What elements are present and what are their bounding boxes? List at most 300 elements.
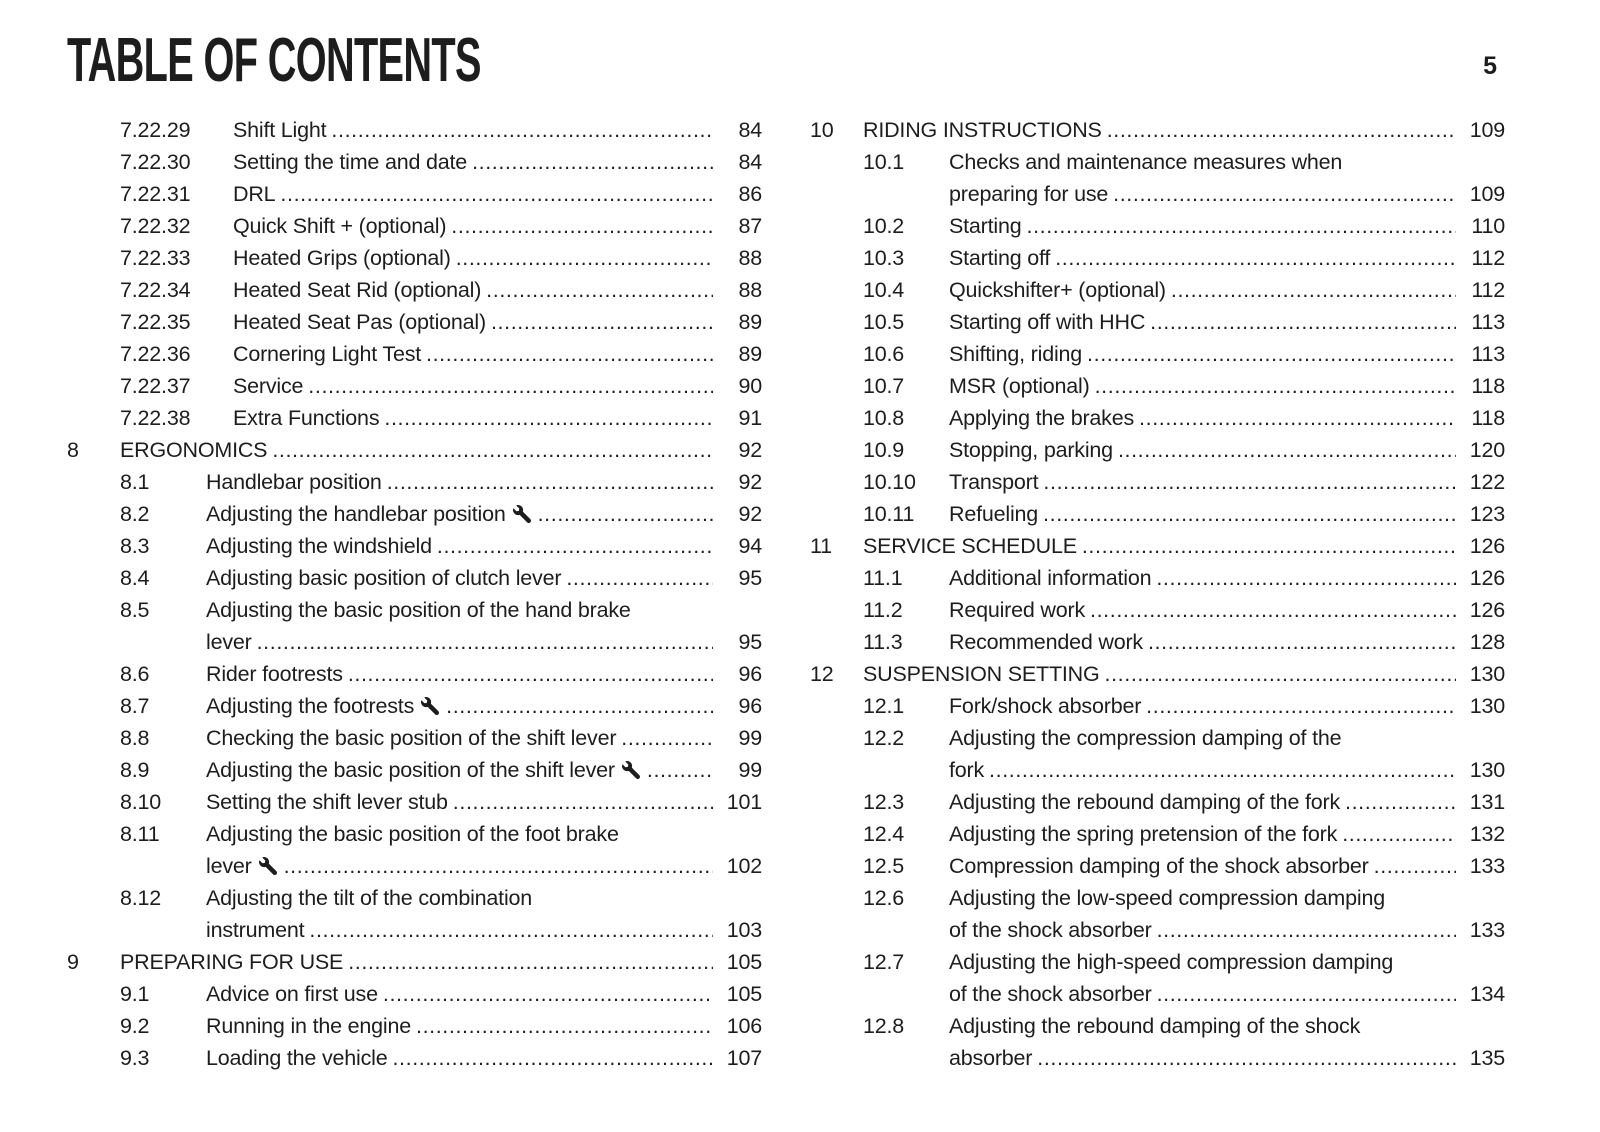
toc-entry-text: Refueling (949, 502, 1039, 526)
toc-entry-number: 12.3 (863, 790, 905, 814)
dot-leader (1118, 434, 1456, 466)
toc-entry-page: 110 (1471, 214, 1505, 238)
dot-leader (1146, 690, 1456, 722)
toc-entry-text: SERVICE SCHEDULE (863, 534, 1077, 558)
toc-entry-body (233, 146, 762, 178)
toc-entry-text: Advice on first use (206, 982, 378, 1006)
toc-entry-number: 8.1 (120, 470, 150, 494)
toc-entry-page: 135 (1469, 1046, 1505, 1070)
toc-entry-body (949, 274, 1505, 306)
toc-entry-page: 95 (738, 630, 762, 654)
toc-entry-page: 91 (738, 406, 762, 430)
dot-leader (257, 626, 713, 658)
toc-entry-number: 10 (810, 118, 834, 142)
dot-leader (1027, 210, 1457, 242)
dot-leader (621, 722, 713, 754)
toc-entry-page: 109 (1469, 182, 1505, 206)
toc-entry-page: 126 (1469, 598, 1505, 622)
toc-entry-page: 105 (726, 982, 762, 1006)
dot-leader (1113, 178, 1456, 210)
toc-entry-body (206, 658, 762, 690)
dot-leader (1043, 466, 1456, 498)
toc-entry-body (949, 466, 1505, 498)
dot-leader (280, 178, 713, 210)
toc-entry-page: 86 (738, 182, 762, 206)
toc-entry-number: 9.3 (120, 1046, 150, 1070)
dot-leader (392, 1042, 713, 1074)
toc-entry-body (233, 210, 762, 242)
toc-entry (810, 114, 1505, 146)
toc-entry-number: 8.5 (120, 598, 150, 622)
toc-entry-page: 131 (1469, 790, 1505, 814)
toc-entry-text: Quickshifter+ (optional) (949, 278, 1166, 302)
toc-entry-text: Setting the time and date (233, 150, 468, 174)
toc-entry-body (206, 690, 762, 722)
toc-entry-body (949, 146, 1505, 210)
wrench-icon (513, 505, 531, 523)
toc-column-right (810, 114, 1505, 1074)
toc-entry (67, 178, 762, 210)
toc-entry-text: Starting off (949, 246, 1051, 270)
toc-entry-page: 130 (1469, 758, 1505, 782)
toc-entry-number: 8.7 (120, 694, 150, 718)
dot-leader (348, 946, 713, 978)
toc-entry-number: 10.10 (863, 470, 916, 494)
toc-entry-page: 90 (738, 374, 762, 398)
dot-leader (284, 850, 713, 882)
toc-entry-text: Service (233, 374, 304, 398)
toc-entry-body (949, 882, 1505, 946)
toc-entry (810, 786, 1505, 818)
toc-entry-page: 118 (1471, 406, 1505, 430)
toc-entry-body (949, 786, 1505, 818)
toc-entry-body (949, 210, 1505, 242)
toc-entry-number: 7.22.34 (120, 278, 191, 302)
toc-entry (810, 242, 1505, 274)
toc-entry-text: Fork/shock absorber (949, 694, 1142, 718)
toc-entry-page: 133 (1469, 854, 1505, 878)
toc-entry-text: fork (949, 758, 985, 782)
dot-leader (1087, 338, 1456, 370)
toc-entry (67, 1010, 762, 1042)
dot-leader (1374, 850, 1456, 882)
toc-entry-page: 134 (1469, 982, 1505, 1006)
toc-entry-body (863, 530, 1505, 562)
toc-entry (67, 562, 762, 594)
toc-entry-text: RIDING INSTRUCTIONS (863, 118, 1102, 142)
toc-entry-number: 10.6 (863, 342, 905, 366)
toc-entry-number: 7.22.37 (120, 374, 191, 398)
dot-leader (472, 146, 713, 178)
toc-entry-text: DRL (233, 182, 276, 206)
toc-entry-text-line: Adjusting the basic position of the hand brake (206, 598, 631, 622)
toc-entry-body (233, 242, 762, 274)
dot-leader (272, 434, 713, 466)
toc-entry (67, 466, 762, 498)
toc-entry-number: 9 (67, 950, 79, 974)
dot-leader (451, 210, 713, 242)
toc-entry-body (949, 946, 1505, 1010)
toc-entry (67, 594, 762, 658)
toc-entry-number: 12 (810, 662, 834, 686)
toc-entry-body (120, 946, 762, 978)
toc-entry (67, 978, 762, 1010)
toc-entry-number: 11.1 (863, 566, 903, 590)
toc-entry-body (233, 370, 762, 402)
toc-entry-page: 88 (738, 278, 762, 302)
toc-entry-page: 132 (1469, 822, 1505, 846)
toc-entry-number: 10.1 (863, 150, 905, 174)
toc-entry-body (863, 658, 1505, 690)
toc-entry-page: 112 (1471, 246, 1505, 270)
toc-entry-number: 10.2 (863, 214, 905, 238)
toc-entry-page: 113 (1471, 342, 1505, 366)
toc-entry-text: Heated Seat Rid (optional) (233, 278, 482, 302)
toc-entry (810, 370, 1505, 402)
toc-entry-text: Shifting, riding (949, 342, 1083, 366)
toc-entry-text: of the shock absorber (949, 918, 1152, 942)
dot-leader (1342, 818, 1456, 850)
toc-entry-number: 8.2 (120, 502, 150, 526)
toc-entry-text: absorber (949, 1046, 1033, 1070)
toc-entry-number: 8.4 (120, 566, 150, 590)
toc-entry-page: 96 (738, 662, 762, 686)
toc-entry-number: 12.2 (863, 726, 905, 750)
toc-entry-page: 99 (738, 758, 762, 782)
toc-entry-text: Adjusting the spring pretension of the fork (949, 822, 1338, 846)
toc-entry (67, 242, 762, 274)
toc-entry-body (949, 722, 1505, 786)
dot-leader (647, 754, 713, 786)
toc-entry-text: Adjusting basic position of clutch lever (206, 566, 562, 590)
toc-entry-number: 10.5 (863, 310, 905, 334)
toc-entry-body (206, 754, 762, 786)
toc-entry (810, 146, 1505, 210)
toc-entry-page: 99 (738, 726, 762, 750)
dot-leader (1157, 914, 1456, 946)
toc-entry-body (206, 594, 762, 658)
toc-entry (67, 306, 762, 338)
toc-entry-body (206, 722, 762, 754)
toc-entry (67, 370, 762, 402)
dot-leader (1157, 978, 1456, 1010)
toc-entry-text: Checking the basic position of the shift lever (206, 726, 617, 750)
toc-entry-body (949, 626, 1505, 658)
dot-leader (1139, 402, 1456, 434)
toc-entry-text: lever (206, 630, 252, 654)
toc-entry (810, 466, 1505, 498)
toc-entry (67, 498, 762, 530)
toc-entry-number: 10.8 (863, 406, 905, 430)
toc-entry-page: 123 (1469, 502, 1505, 526)
toc-entry-text: Stopping, parking (949, 438, 1113, 462)
toc-entry (810, 626, 1505, 658)
toc-entry (67, 658, 762, 690)
toc-column-left (67, 114, 762, 1074)
dot-leader (486, 274, 713, 306)
toc-entry (810, 530, 1505, 562)
toc-entry-page: 120 (1469, 438, 1505, 462)
toc-entry-body (233, 114, 762, 146)
toc-entry-text: Setting the shift lever stub (206, 790, 448, 814)
toc-entry-text: Cornering Light Test (233, 342, 422, 366)
toc-entry-body (206, 562, 762, 594)
toc-entry-number: 8.9 (120, 758, 150, 782)
dot-leader (1095, 370, 1456, 402)
dot-leader (1090, 594, 1456, 626)
toc-entry-text: Rider footrests (206, 662, 343, 686)
toc-entry-text: Transport (949, 470, 1039, 494)
toc-entry-number: 7.22.32 (120, 214, 191, 238)
toc-entry-text: Adjusting the rebound damping of the fork (949, 790, 1341, 814)
toc-entry (810, 498, 1505, 530)
dot-leader (1156, 562, 1456, 594)
toc-entry-page: 95 (738, 566, 762, 590)
toc-entry-number: 10.4 (863, 278, 905, 302)
toc-entry (810, 338, 1505, 370)
toc-entry (810, 434, 1505, 466)
toc-entry-number: 8.10 (120, 790, 162, 814)
toc-entry-number: 8.11 (120, 822, 160, 846)
toc-entry-text: Heated Seat Pas (optional) (233, 310, 486, 334)
toc-entry-body (233, 178, 762, 210)
toc-entry-number: 12.7 (863, 950, 905, 974)
toc-entry-page: 89 (738, 342, 762, 366)
toc-entry-body (206, 786, 762, 818)
dot-leader (538, 498, 713, 530)
toc-entry-page: 109 (1469, 118, 1505, 142)
toc-entry (67, 434, 762, 466)
toc-entry-number: 12.6 (863, 886, 905, 910)
toc-entry-page: 87 (738, 214, 762, 238)
toc-entry-body (949, 594, 1505, 626)
toc-entry-number: 12.1 (863, 694, 905, 718)
toc-entry-text: Heated Grips (optional) (233, 246, 451, 270)
toc-entry (810, 722, 1505, 786)
toc-entry-body (206, 1042, 762, 1074)
toc-entry-text: Starting off with HHC (949, 310, 1146, 334)
toc-entry-body (949, 434, 1505, 466)
toc-entry (810, 850, 1505, 882)
toc-entry (67, 402, 762, 434)
toc-entry-number: 7.22.29 (120, 118, 191, 142)
toc-entry-body (863, 114, 1505, 146)
toc-entry (810, 818, 1505, 850)
dot-leader (1148, 626, 1456, 658)
dot-leader (1082, 530, 1456, 562)
toc-entry-page: 130 (1469, 694, 1505, 718)
toc-entry-page: 103 (726, 918, 762, 942)
toc-entry-number: 7.22.35 (120, 310, 191, 334)
toc-entry-number: 11.2 (863, 598, 903, 622)
toc-entry-text: Applying the brakes (949, 406, 1135, 430)
toc-entry-text: preparing for use (949, 182, 1109, 206)
toc-entry-body (233, 306, 762, 338)
toc-entry-page: 96 (738, 694, 762, 718)
toc-entry (810, 1010, 1505, 1074)
toc-entry-body (206, 978, 762, 1010)
toc-entry-text: Running in the engine (206, 1014, 411, 1038)
toc-entry-body (206, 530, 762, 562)
toc-entry-number: 8.8 (120, 726, 150, 750)
toc-entry-number: 8 (67, 438, 79, 462)
toc-entry-page: 92 (738, 502, 762, 526)
dot-leader (309, 914, 713, 946)
toc-entry-number: 11.3 (863, 630, 903, 654)
toc-entry-page: 92 (738, 470, 762, 494)
toc-entry-body (949, 1010, 1505, 1074)
toc-entry-page: 107 (726, 1046, 762, 1070)
toc-entry-text: Handlebar position (206, 470, 382, 494)
toc-entry-body (206, 882, 762, 946)
toc-entry-page: 122 (1469, 470, 1505, 494)
toc-entry-page: 106 (726, 1014, 762, 1038)
toc-entry-text: of the shock absorber (949, 982, 1152, 1006)
toc-entry-number: 7.22.38 (120, 406, 191, 430)
toc-entry-text: lever (206, 854, 252, 878)
toc-entry-page: 130 (1469, 662, 1505, 686)
toc-entry (810, 402, 1505, 434)
dot-leader (416, 1010, 713, 1042)
dot-leader (348, 658, 713, 690)
wrench-icon (421, 697, 439, 715)
dot-leader (1043, 498, 1456, 530)
toc-entry-body (949, 242, 1505, 274)
dot-leader (1150, 306, 1456, 338)
toc-entry (810, 594, 1505, 626)
toc-entry-text: Required work (949, 598, 1086, 622)
toc-entry (810, 658, 1505, 690)
toc-entry (810, 306, 1505, 338)
toc-entry-number: 7.22.33 (120, 246, 191, 270)
page-title: TABLE OF CONTENTS (67, 26, 481, 95)
toc-entry (67, 786, 762, 818)
toc-entry-page: 112 (1471, 278, 1505, 302)
toc-entry-text: ERGONOMICS (120, 438, 268, 462)
toc-entry-page: 94 (738, 534, 762, 558)
dot-leader (456, 242, 713, 274)
toc-entry-body (949, 402, 1505, 434)
page-number: 5 (1483, 52, 1497, 80)
wrench-icon (259, 857, 277, 875)
toc-entry-text: MSR (optional) (949, 374, 1090, 398)
toc-entry (67, 210, 762, 242)
toc-entry-body (206, 498, 762, 530)
toc-entry-text: Starting (949, 214, 1022, 238)
toc-entry-body (233, 338, 762, 370)
toc-entry-page: 126 (1469, 534, 1505, 558)
toc-entry-number: 12.5 (863, 854, 905, 878)
toc-entry-body (206, 466, 762, 498)
toc-entry (67, 1042, 762, 1074)
toc-entry-body (949, 338, 1505, 370)
toc-entry-number: 11 (810, 534, 832, 558)
toc-entry-text-line: Adjusting the rebound damping of the shock (949, 1014, 1361, 1038)
toc-columns (67, 114, 1505, 1074)
toc-entry-body (949, 818, 1505, 850)
toc-entry-body (206, 818, 762, 882)
toc-entry-page: 88 (738, 246, 762, 270)
toc-entry (67, 946, 762, 978)
toc-entry (810, 882, 1505, 946)
toc-entry (67, 690, 762, 722)
dot-leader (1107, 114, 1456, 146)
toc-entry (67, 530, 762, 562)
toc-entry-body (233, 274, 762, 306)
toc-entry-text-line: Adjusting the compression damping of the (949, 726, 1342, 750)
dot-leader (1171, 274, 1456, 306)
wrench-icon (622, 761, 640, 779)
toc-entry (67, 274, 762, 306)
toc-entry-number: 9.2 (120, 1014, 150, 1038)
dot-leader (384, 402, 713, 434)
toc-entry-text: Shift Light (233, 118, 327, 142)
toc-entry (67, 818, 762, 882)
toc-entry-page: 84 (738, 150, 762, 174)
toc-entry-number: 12.4 (863, 822, 905, 846)
toc-entry (810, 210, 1505, 242)
dot-leader (331, 114, 713, 146)
toc-entry (810, 690, 1505, 722)
toc-entry (67, 114, 762, 146)
toc-entry (67, 146, 762, 178)
dot-leader (566, 562, 713, 594)
toc-entry-text: Additional information (949, 566, 1152, 590)
toc-entry-page: 92 (738, 438, 762, 462)
toc-entry-page: 126 (1469, 566, 1505, 590)
toc-entry-text-line: Checks and maintenance measures when (949, 150, 1343, 174)
toc-entry-text: Adjusting the footrests (206, 694, 415, 718)
toc-entry-text: Quick Shift + (optional) (233, 214, 447, 238)
toc-entry (67, 338, 762, 370)
toc-entry-body (949, 306, 1505, 338)
toc-entry-body (949, 850, 1505, 882)
toc-entry-text: Adjusting the handlebar position (206, 502, 506, 526)
toc-entry-text-line: Adjusting the high-speed compression damping (949, 950, 1394, 974)
toc-entry (810, 562, 1505, 594)
toc-entry-number: 10.9 (863, 438, 905, 462)
toc-entry-text: SUSPENSION SETTING (863, 662, 1100, 686)
toc-entry (67, 722, 762, 754)
toc-entry-number: 7.22.30 (120, 150, 191, 174)
toc-entry-body (206, 1010, 762, 1042)
toc-entry-number: 10.3 (863, 246, 905, 270)
toc-entry-number: 8.3 (120, 534, 150, 558)
toc-entry-body (949, 562, 1505, 594)
toc-entry-number: 9.1 (120, 982, 150, 1006)
toc-entry-page: 102 (726, 854, 762, 878)
dot-leader (437, 530, 713, 562)
toc-entry-text: Adjusting the windshield (206, 534, 432, 558)
toc-entry-body (949, 370, 1505, 402)
toc-entry-text-line: Adjusting the basic position of the foot brake (206, 822, 619, 846)
toc-entry-text: Loading the vehicle (206, 1046, 388, 1070)
toc-entry-body (949, 690, 1505, 722)
dot-leader (1055, 242, 1456, 274)
toc-entry-text: Recommended work (949, 630, 1143, 654)
toc-entry-number: 12.8 (863, 1014, 905, 1038)
toc-entry (67, 882, 762, 946)
toc-entry-number: 10.11 (863, 502, 915, 526)
toc-entry-page: 128 (1469, 630, 1505, 654)
dot-leader (426, 338, 713, 370)
toc-entry-number: 8.6 (120, 662, 150, 686)
toc-entry-page: 118 (1471, 374, 1505, 398)
toc-entry (67, 754, 762, 786)
toc-entry-text: Extra Functions (233, 406, 380, 430)
dot-leader (446, 690, 713, 722)
toc-entry-number: 10.7 (863, 374, 905, 398)
